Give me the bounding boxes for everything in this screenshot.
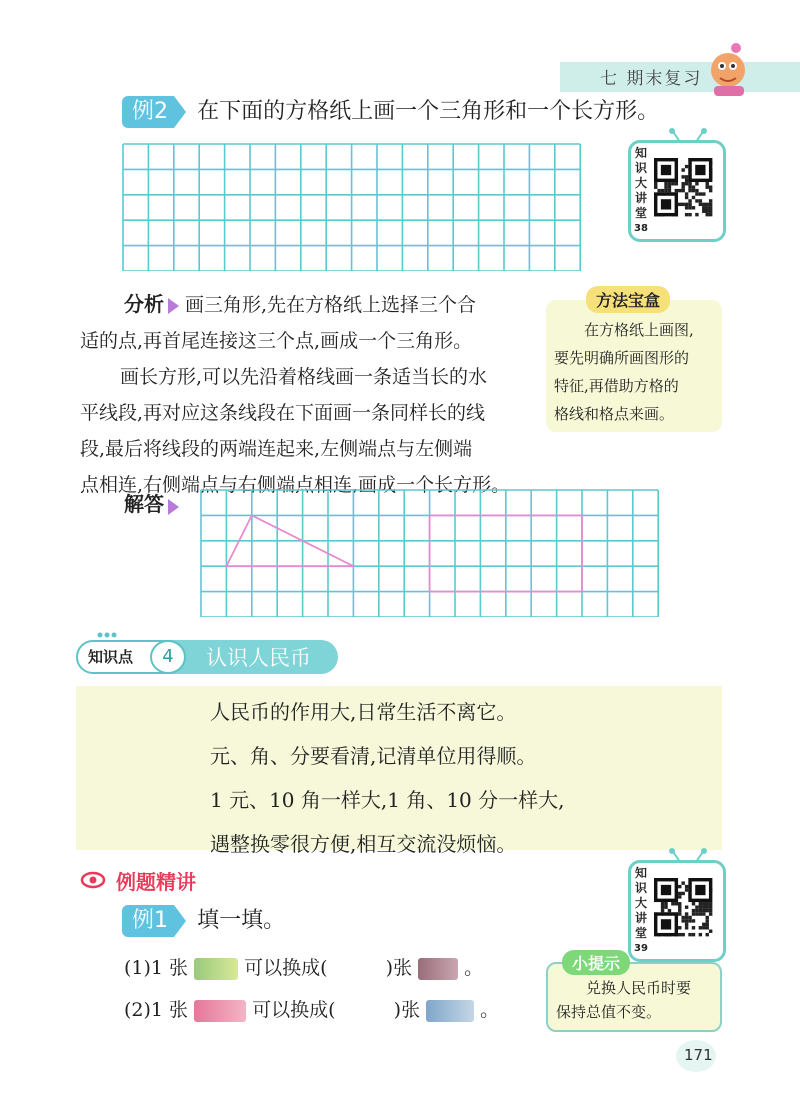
question-text: )张 <box>393 999 421 1021</box>
drawing-grid-empty[interactable] <box>122 143 584 271</box>
method-tip-title: 方法宝盒 <box>596 291 661 310</box>
question-text: 可以换成( <box>244 957 328 979</box>
arrow-icon <box>168 499 179 515</box>
analysis-line: 平线段,再对应这条线段在下面画一条同样长的线 <box>80 402 486 424</box>
analysis-line: 适的点,再首尾连接这三个点,画成一个三角形。 <box>80 330 473 352</box>
badge-arrow-icon <box>174 905 186 937</box>
method-tip-line: 要先明确所画图形的 <box>554 349 690 367</box>
small-tip-line: 兑换人民币时要 <box>586 979 692 997</box>
drawing-grid-answer[interactable] <box>200 489 660 617</box>
chapter-title: 七 期末复习 <box>600 69 703 89</box>
rhyme-line: 1 元、10 角一样大,1 角、10 分一样大, <box>210 788 565 812</box>
method-tip-box <box>546 291 722 432</box>
qr-code-icon[interactable] <box>654 870 716 948</box>
small-tip-box <box>546 954 722 1032</box>
question-number: (2)1 张 <box>124 999 189 1021</box>
rhyme-block <box>210 690 565 866</box>
answer-heading <box>124 488 185 517</box>
example1-prompt: 填一填。 <box>197 908 286 933</box>
method-tip-line: 特征,再借助方格的 <box>554 377 679 395</box>
section-title: 例题精讲 <box>116 870 196 894</box>
example2-badge: 例2 <box>122 96 174 128</box>
example1-badge: 例1 <box>122 905 174 937</box>
method-tip-line: 格线和格点来画。 <box>554 405 675 423</box>
small-tip-line: 保持总值不变。 <box>556 1003 662 1021</box>
question-text: 可以换成( <box>252 999 336 1021</box>
eye-icon <box>80 870 106 890</box>
qr-side-label: 知 识 大 讲 堂 38 <box>634 146 648 234</box>
method-tip-line: 在方格纸上画图, <box>584 321 694 339</box>
analysis-line: 点相连,右侧端点与右侧端点相连,画成一个长方形。 <box>80 474 511 496</box>
example2-prompt: 在下面的方格纸上画一个三角形和一个长方形。 <box>197 99 660 124</box>
rhyme-line: 人民币的作用大,日常生活不离它。 <box>210 700 517 724</box>
banknote-1-jiao-icon <box>418 958 458 980</box>
question-1: (1)1 张 可以换成( )张 。 <box>124 957 484 979</box>
qr-code-icon[interactable] <box>654 150 716 228</box>
answer-label: 解答 <box>124 492 164 516</box>
arrow-icon <box>168 298 179 314</box>
example2-heading <box>122 96 659 128</box>
question-number: (1)1 张 <box>124 957 189 979</box>
question-text: )张 <box>385 957 413 979</box>
banknote-1-yuan-icon <box>194 958 238 980</box>
mascot-icon <box>706 40 754 96</box>
rhyme-line: 遇整换零很方便,相互交流没烦恼。 <box>210 832 517 856</box>
question-2: (2)1 张 可以换成( )张 。 <box>124 999 500 1021</box>
small-tip-title: 小提示 <box>572 954 621 973</box>
banknote-icon <box>426 1000 474 1022</box>
analysis-line: 画三角形,先在方格纸上选择三个合 <box>185 294 477 316</box>
qr-side-label: 知 识 大 讲 堂 39 <box>634 866 648 954</box>
analysis-line: 段,最后将线段的两端连起来,左侧端点与左侧端 <box>80 438 473 460</box>
badge-arrow-icon <box>174 96 186 128</box>
rhyme-line: 元、角、分要看清,记清单位用得顺。 <box>210 744 537 768</box>
page-number: 171 <box>684 1046 713 1064</box>
example1-heading <box>122 905 285 937</box>
analysis-block <box>80 286 540 503</box>
knowledge-point-prefix: 知识点 <box>88 648 134 666</box>
knowledge-point-number: 4 <box>150 640 186 674</box>
analysis-label: 分析 <box>124 292 164 316</box>
banknote-100-yuan-icon <box>194 1000 246 1022</box>
knowledge-point-title: 认识人民币 <box>206 646 311 670</box>
analysis-line: 画长方形,可以先沿着格线画一条适当长的水 <box>120 366 488 388</box>
dots-icon <box>96 630 120 640</box>
